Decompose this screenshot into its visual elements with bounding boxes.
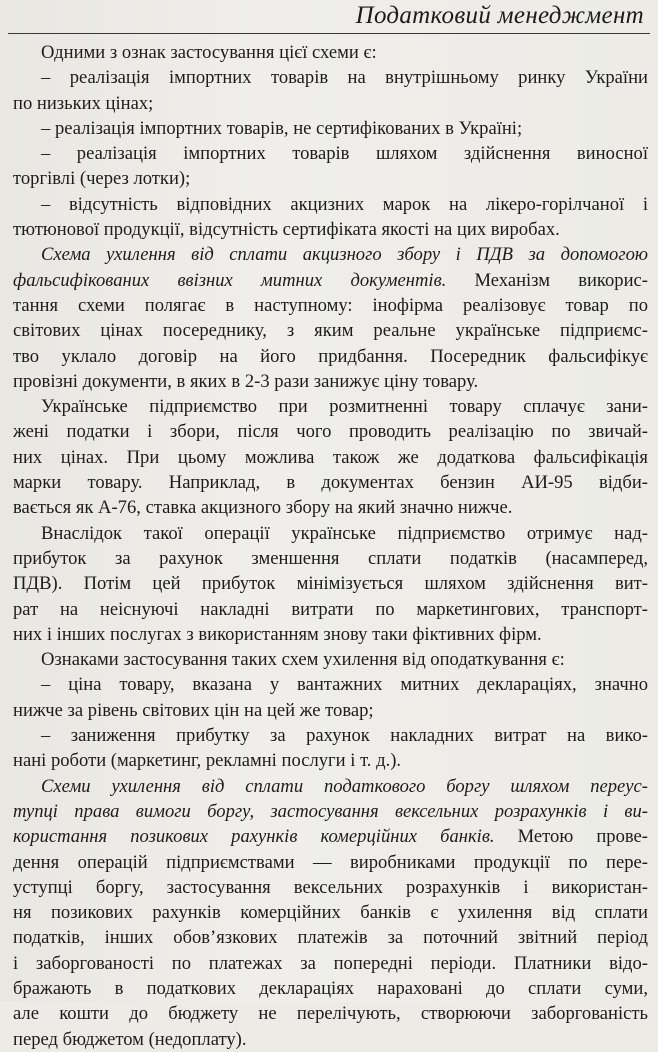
- text-line: торгівлі (через лотки);: [13, 168, 191, 190]
- text-line: марки товару. Наприклад, в документах бензин АИ-95 відби-: [13, 472, 648, 494]
- text-line: податків, інших обов’язкових платежів за поточний звітний період: [13, 927, 648, 949]
- text-line: уступці боргу, застосування вексельних розрахунків і використан-: [13, 876, 648, 898]
- text-line: дення операцій підприємствами — виробниками продукції по пере-: [13, 851, 648, 873]
- text-line: [13, 824, 648, 849]
- body-text: [13, 40, 648, 1052]
- text-line: Українське підприємство при розмитненні товару сплачує зани-: [41, 396, 648, 418]
- text-line: ПДВ). Потім цей прибуток мінімізується шляхом здійснення вит-: [13, 573, 648, 595]
- text-line: по низьких цінах;: [13, 92, 154, 114]
- text-line: перед бюджетом (недоплату).: [13, 1028, 247, 1050]
- text-line: Внаслідок такої операції українське підприємство отримує над-: [41, 522, 648, 544]
- text-line: них цінах. При цьому можлива також же додаткова фальсифікація: [13, 446, 648, 468]
- italic-run: користання позикових рахунків комерційних банків.: [13, 826, 495, 848]
- running-header: Податковий менеджмент: [355, 2, 644, 29]
- text-line: бражають в податкових деклараціях нараховані до сплати суми,: [13, 977, 648, 999]
- text-line: тютюнової продукції, відсутність сертифіката якості на цих виробах.: [13, 219, 560, 241]
- regular-run: Метою прове-: [494, 826, 648, 848]
- text-line: світових цінах посереднику, з яким реальне українське підприємс-: [13, 320, 648, 342]
- text-line: прибуток за рахунок зменшення сплати податків (насамперед,: [13, 547, 648, 569]
- text-line: Схеми ухилення від сплати податкового боргу шляхом переус-: [41, 775, 648, 797]
- text-line: Схема ухилення від сплати акцизного збору і ПДВ за допомогою: [41, 244, 648, 266]
- text-line: рат на неіснуючі накладні витрати по маркетингових, транспорт-: [13, 598, 648, 620]
- text-line: ня позикових рахунків комерційних банків є ухилення від сплати: [13, 902, 648, 924]
- text-line: – заниження прибутку за рахунок накладних витрат на вико-: [41, 725, 648, 747]
- text-line: – відсутність відповідних акцизних марок на лікеро-горілчаної і: [41, 193, 648, 215]
- text-line: нані роботи (маркетинг, рекламні послуги і т. д.).: [13, 750, 402, 772]
- text-line: Ознаками застосування таких схем ухилення від оподаткування є:: [41, 649, 565, 671]
- text-line: – ціна товару, вказана у вантажних митних деклараціях, значно: [41, 674, 648, 696]
- italic-run: фальсифікованих ввізних митних документів.: [13, 269, 447, 291]
- text-line: але кошти до бюджету не перелічують, створюючи заборгованість: [13, 1003, 648, 1025]
- text-line: провізні документи, в яких в 2-3 рази занижує ціну товару.: [13, 370, 479, 392]
- text-line: Одними з ознак застосування цієї схеми є:: [41, 42, 377, 63]
- text-line: тво уклало договір на його придбання. Посередник фальсифікує: [13, 345, 648, 367]
- text-line: вається як А-76, ставка акцизного збору на який значно нижче.: [13, 497, 513, 519]
- text-line: – реалізація імпортних товарів на внутрішньому ринку України: [41, 67, 648, 89]
- text-line: – реалізація імпортних товарів, не сертифікованих в Україні;: [41, 117, 523, 139]
- regular-run: Механізм викорис-: [446, 269, 648, 291]
- text-line: тання схеми полягає в наступному: інофірма реалізовує товар по: [13, 294, 648, 316]
- text-line: нижче за рівень світових цін на цей же товар;: [13, 699, 374, 721]
- text-line: них і інших послугах з використанням знову таки фіктивних фірм.: [13, 623, 542, 645]
- header-rule: [8, 33, 650, 34]
- text-line: – реалізація імпортних товарів шляхом здійснення виносної: [41, 143, 648, 165]
- text-line: [13, 268, 648, 293]
- text-line: тупці права вимоги боргу, застосування вексельних розрахунків і ви-: [13, 800, 648, 822]
- text-line: жені податки і збори, після чого проводить реалізацію по звичай-: [13, 421, 648, 443]
- text-line: і заборгованості по платежах за попередні періоди. Платники відо-: [13, 952, 648, 974]
